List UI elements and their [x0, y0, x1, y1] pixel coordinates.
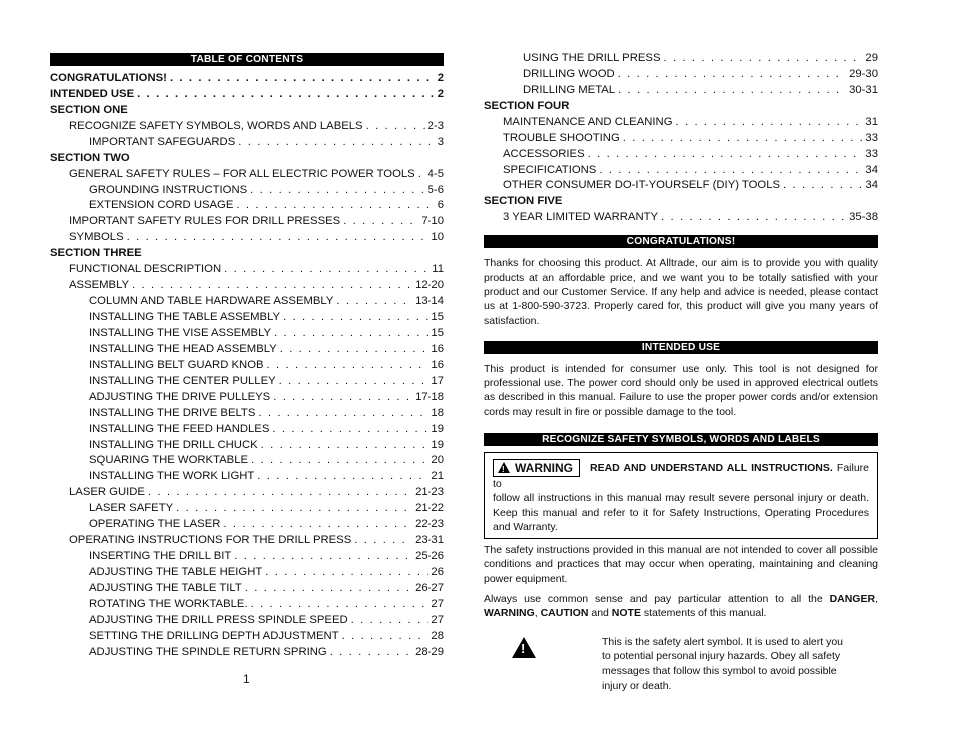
toc-entry — [50, 278, 444, 294]
toc-entry — [484, 83, 878, 99]
toc-entry — [50, 358, 444, 374]
toc-dot-leader — [280, 342, 429, 358]
toc-dot-leader — [236, 198, 434, 214]
toc-section-heading — [50, 151, 444, 167]
toc-entry-title: MAINTENANCE AND CLEANING — [503, 115, 673, 128]
congrats-paragraph: Thanks for choosing this product. At Alltrade, our aim is to provide you with quality products at an affordable price, and we want you to be totally satisfied with your product and our Customer Service. If any help and advice is needed, please contact us at 1-800-590-3723. Properly cared for, this product will give you many years of satisfaction. — [484, 257, 878, 327]
toc-entry-page: 20 — [431, 454, 444, 467]
toc-entry-page: 27 — [431, 613, 444, 626]
toc-entry-page: 11 — [432, 263, 444, 276]
toc-entry-title: IMPORTANT SAFEGUARDS — [89, 135, 236, 148]
toc-dot-leader — [588, 147, 863, 163]
toc-entry-page: 2-3 — [427, 119, 444, 132]
toc-dot-leader — [366, 119, 425, 135]
toc-entry-page: 29 — [865, 51, 878, 64]
toc-entry-title: LASER GUIDE — [69, 486, 145, 499]
toc-entry — [50, 119, 444, 135]
toc-entry-title: SECTION ONE — [50, 103, 128, 116]
toc-entry-title: ADJUSTING THE TABLE HEIGHT — [89, 566, 263, 579]
toc-list — [50, 71, 444, 661]
toc-entry-title: INSTALLING THE FEED HANDLES — [89, 422, 270, 435]
toc-entry-title: ROTATING THE WORKTABLE. — [89, 597, 248, 610]
toc-entry-title: TROUBLE SHOOTING — [503, 131, 620, 144]
toc-dot-leader — [283, 310, 428, 326]
toc-entry-page: 22-23 — [415, 518, 444, 531]
toc-entry — [50, 517, 444, 533]
toc-entry-title: IMPORTANT SAFETY RULES FOR DRILL PRESSES — [69, 215, 341, 228]
toc-dot-leader — [783, 178, 862, 194]
toc-entry-title: INTENDED USE — [50, 87, 135, 100]
toc-entry-page: 19 — [431, 422, 444, 435]
safety-paragraph-1: The safety instructions provided in this manual are not intended to cover all possible conditions and practices that may occur when operating, maintaining and cleaning power equipment. — [484, 544, 878, 585]
warning-text-start: Failure to — [493, 461, 870, 490]
toc-entry-page: 26-27 — [415, 581, 444, 594]
toc-entry — [50, 214, 444, 230]
toc-entry-page: 34 — [865, 179, 878, 192]
toc-dot-leader — [238, 135, 434, 151]
toc-entry-title: EXTENSION CORD USAGE — [89, 199, 234, 212]
toc-entry-title: SQUARING THE WORKTABLE — [89, 454, 249, 467]
toc-entry — [50, 262, 444, 278]
toc-dot-leader — [265, 565, 428, 581]
toc-entry-title: DRILLING WOOD — [523, 67, 615, 80]
safety-symbols-header-bar — [484, 433, 878, 446]
toc-dot-leader — [250, 183, 425, 199]
toc-entry-title: ADJUSTING THE TABLE TILT — [89, 581, 242, 594]
toc-entry-page: 7-10 — [421, 215, 444, 228]
left-page — [50, 53, 444, 661]
toc-entry-title: OPERATING THE LASER — [89, 518, 221, 531]
toc-dot-leader — [251, 453, 428, 469]
toc-entry-title: SYMBOLS — [69, 231, 124, 244]
toc-dot-leader — [342, 629, 429, 645]
toc-entry-page: 31 — [865, 115, 878, 128]
toc-entry — [50, 199, 444, 215]
toc-entry — [50, 581, 444, 597]
toc-entry-page: 33 — [865, 147, 878, 160]
toc-entry — [50, 533, 444, 549]
toc-entry — [50, 183, 444, 199]
toc-dot-leader — [258, 406, 428, 422]
toc-dot-leader — [261, 438, 429, 454]
toc-entry-page: 15 — [431, 311, 444, 324]
toc-entry-page: 17 — [431, 374, 444, 387]
toc-entry-page: 16 — [431, 358, 444, 371]
toc-entry — [50, 454, 444, 470]
toc-entry — [484, 115, 878, 131]
toc-section-heading — [50, 71, 444, 87]
safety-paragraph-2-end: statements of this manual. — [640, 607, 767, 620]
toc-entry-title: LASER SAFETY — [89, 502, 174, 515]
toc-dot-leader — [148, 485, 412, 501]
toc-dot-leader — [223, 517, 412, 533]
toc-entry — [484, 131, 878, 147]
toc-entry-title: ADJUSTING THE SPINDLE RETURN SPRING — [89, 645, 327, 658]
toc-entry-title: ADJUSTING THE DRIVE PULLEYS — [89, 390, 271, 403]
toc-entry — [50, 501, 444, 517]
toc-entry — [50, 294, 444, 310]
toc-entry-page: 15 — [431, 326, 444, 339]
toc-entry — [50, 469, 444, 485]
toc-entry-page: 19 — [431, 438, 444, 451]
toc-dot-leader — [279, 374, 429, 390]
toc-entry — [484, 67, 878, 83]
toc-entry — [50, 645, 444, 661]
toc-entry-title: INSERTING THE DRILL BIT — [89, 550, 232, 563]
warning-text-rest: follow all instructions in this manual may result severe personal injury or death. Keep this manual and refer to it for Safety Instructions, Operating Procedures and Warranty. — [493, 492, 869, 533]
toc-entry — [50, 310, 444, 326]
warning-badge — [493, 459, 580, 477]
toc-dot-leader — [127, 230, 429, 246]
toc-entry-title: SECTION FIVE — [484, 195, 563, 208]
toc-entry-page: 35-38 — [849, 211, 878, 224]
toc-entry-title: INSTALLING THE VISE ASSEMBLY — [89, 326, 272, 339]
toc-dot-leader — [663, 51, 862, 67]
toc-entry-title: INSTALLING THE TABLE ASSEMBLY — [89, 311, 281, 324]
toc-entry-title: ADJUSTING THE DRILL PRESS SPINDLE SPEED — [89, 613, 348, 626]
toc-dot-leader — [170, 71, 435, 87]
toc-dot-leader — [132, 278, 412, 294]
toc-entry — [484, 147, 878, 163]
toc-dot-leader — [351, 613, 429, 629]
toc-entry-page: 27 — [431, 597, 444, 610]
safety-alert-text: This is the safety alert symbol. It is used to alert you to potential personal injury hazards. Obey all safety messages that follow this symbol to avoid possible injury or death. — [602, 635, 844, 693]
toc-entry-page: 26 — [431, 566, 444, 579]
toc-entry-title: SECTION FOUR — [484, 99, 570, 112]
toc-entry-title: SETTING THE DRILLING DEPTH ADJUSTMENT — [89, 629, 339, 642]
toc-entry — [50, 549, 444, 565]
toc-entry-page: 17-18 — [415, 390, 444, 403]
toc-entry-title: OTHER CONSUMER DO-IT-YOURSELF (DIY) TOOLS — [503, 179, 781, 192]
toc-entry-title: USING THE DRILL PRESS — [523, 51, 661, 64]
toc-entry-title: CONGRATULATIONS! — [50, 71, 167, 84]
toc-entry-title: RECOGNIZE SAFETY SYMBOLS, WORDS AND LABELS — [69, 119, 363, 132]
toc-entry — [50, 326, 444, 342]
toc-entry-page: 3 — [437, 135, 444, 148]
toc-entry-page: 16 — [431, 342, 444, 355]
toc-entry-title: SECTION THREE — [50, 247, 142, 260]
congrats-title: CONGRATULATIONS! — [626, 236, 736, 248]
page-number: 1 — [243, 672, 250, 686]
toc-entry-title: SPECIFICATIONS — [503, 163, 597, 176]
toc-dot-leader — [234, 549, 412, 565]
toc-entry-page: 2 — [437, 87, 444, 100]
toc-entry — [50, 422, 444, 438]
toc-dot-leader — [618, 67, 846, 83]
toc-entry — [484, 51, 878, 67]
toc-dot-leader — [623, 131, 863, 147]
toc-entry — [50, 390, 444, 406]
toc-entry-title: INSTALLING BELT GUARD KNOB — [89, 358, 264, 371]
toc-entry — [50, 597, 444, 613]
toc-entry-page: 13-14 — [415, 295, 444, 308]
toc-entry-title: ASSEMBLY — [69, 279, 130, 292]
toc-entry-page: 29-30 — [849, 67, 878, 80]
toc-entry — [50, 230, 444, 246]
toc-entry-title: SECTION TWO — [50, 151, 130, 164]
intended-use-header-bar — [484, 341, 878, 354]
toc-entry — [50, 167, 444, 183]
toc-dot-leader — [137, 87, 435, 103]
toc-dot-leader — [245, 581, 412, 597]
toc-entry — [484, 163, 878, 179]
toc-dot-leader — [257, 469, 428, 485]
safety-paragraph-2-start: Always use common sense and pay particular attention to all the — [484, 593, 830, 606]
toc-entry-page: 4-5 — [427, 167, 444, 180]
toc-dot-leader — [267, 358, 429, 374]
toc-entry-title: INSTALLING THE CENTER PULLEY — [89, 374, 276, 387]
separator: , — [875, 593, 878, 606]
toc-entry-page: 23-31 — [415, 534, 444, 547]
toc-entry-title: GROUNDING INSTRUCTIONS — [89, 183, 248, 196]
intended-use-paragraph: This product is intended for consumer use only. This tool is not designed for professional use. The power cord should only be used in approved electrical outlets as described in this manual. Failure to use the proper power cords and/or extension cords may result in fire or possible damage to the tool. — [484, 362, 878, 418]
toc-entry — [484, 179, 878, 195]
toc-entry-page: 6 — [437, 199, 444, 212]
toc-entry-page: 2 — [437, 71, 444, 84]
toc-dot-leader — [618, 83, 846, 99]
toc-entry-title: GENERAL SAFETY RULES – FOR ALL ELECTRIC POWER TOOLS — [69, 167, 415, 180]
toc-dot-leader — [251, 597, 429, 613]
toc-entry — [484, 210, 878, 226]
toc-entry — [50, 565, 444, 581]
toc-entry — [50, 342, 444, 358]
toc-entry-page: 12-20 — [415, 279, 444, 292]
keyword-warning: WARNING — [484, 607, 535, 620]
toc-entry — [50, 374, 444, 390]
toc-entry-page: 25-26 — [415, 550, 444, 563]
congrats-header-bar — [484, 235, 878, 248]
toc-dot-leader — [176, 501, 412, 517]
separator: , — [534, 607, 541, 620]
warning-box — [484, 452, 878, 539]
toc-section-heading — [50, 103, 444, 119]
toc-entry-page: 5-6 — [427, 183, 444, 196]
toc-entry-page: 33 — [865, 131, 878, 144]
toc-header-bar — [50, 53, 444, 66]
toc-entry-title: ACCESSORIES — [503, 147, 585, 160]
toc-dot-leader — [418, 167, 425, 183]
toc-dot-leader — [273, 390, 412, 406]
toc-entry-page: 21-22 — [415, 502, 444, 515]
toc-entry-title: 3 YEAR LIMITED WARRANTY — [503, 211, 659, 224]
toc-entry-title: DRILLING METAL — [523, 83, 616, 96]
toc-dot-leader — [354, 533, 412, 549]
toc-entry-title: COLUMN AND TABLE HARDWARE ASSEMBLY — [89, 295, 334, 308]
toc-entry-title: FUNCTIONAL DESCRIPTION — [69, 263, 222, 276]
safety-paragraph-2 — [484, 592, 878, 621]
toc-entry-title: INSTALLING THE DRIVE BELTS — [89, 406, 256, 419]
warning-triangle-icon — [498, 462, 510, 473]
toc-section-heading — [484, 194, 878, 210]
toc-dot-leader — [330, 645, 412, 661]
toc-dot-leader — [336, 294, 412, 310]
safety-symbols-title: RECOGNIZE SAFETY SYMBOLS, WORDS AND LABELS — [542, 433, 820, 445]
toc-dot-leader — [272, 422, 428, 438]
toc-entry-page: 28-29 — [415, 645, 444, 658]
toc-dot-leader — [274, 326, 428, 342]
toc-dot-leader — [661, 210, 846, 226]
warning-badge-label: WARNING — [515, 460, 573, 475]
toc-entry-page: 28 — [431, 629, 444, 642]
toc-entry-title: INSTALLING THE HEAD ASSEMBLY — [89, 342, 277, 355]
toc-entry — [50, 135, 444, 151]
keyword-danger: DANGER — [829, 593, 876, 606]
toc-entry — [50, 438, 444, 454]
toc-dot-leader — [224, 262, 429, 278]
toc-title: TABLE OF CONTENTS — [190, 54, 304, 65]
keyword-note: NOTE — [611, 607, 641, 620]
toc-section-heading — [484, 99, 878, 115]
keyword-caution: CAUTION — [540, 607, 589, 620]
toc-entry-page: 34 — [865, 163, 878, 176]
toc-list-continued — [484, 51, 878, 226]
toc-entry-page: 18 — [431, 406, 444, 419]
safety-alert-section — [484, 635, 878, 695]
warning-bold-text: READ AND UNDERSTAND ALL INSTRUCTIONS. — [590, 461, 833, 474]
toc-section-heading — [50, 246, 444, 262]
toc-entry — [50, 613, 444, 629]
toc-entry — [50, 485, 444, 501]
right-page — [484, 51, 878, 695]
toc-entry — [50, 406, 444, 422]
toc-entry-title: OPERATING INSTRUCTIONS FOR THE DRILL PRESS — [69, 534, 352, 547]
toc-entry-page: 10 — [431, 231, 444, 244]
safety-alert-triangle-icon — [512, 637, 536, 658]
toc-entry-page: 21 — [431, 470, 444, 483]
toc-entry-title: INSTALLING THE WORK LIGHT — [89, 470, 255, 483]
toc-entry-title: INSTALLING THE DRILL CHUCK — [89, 438, 258, 451]
toc-entry-page: 21-23 — [415, 486, 444, 499]
toc-dot-leader — [343, 214, 418, 230]
toc-dot-leader — [675, 115, 862, 131]
separator: and — [588, 607, 612, 620]
toc-dot-leader — [599, 163, 862, 179]
toc-section-heading — [50, 87, 444, 103]
toc-entry-page: 30-31 — [849, 83, 878, 96]
intended-use-title: INTENDED USE — [641, 341, 721, 353]
toc-entry — [50, 629, 444, 645]
